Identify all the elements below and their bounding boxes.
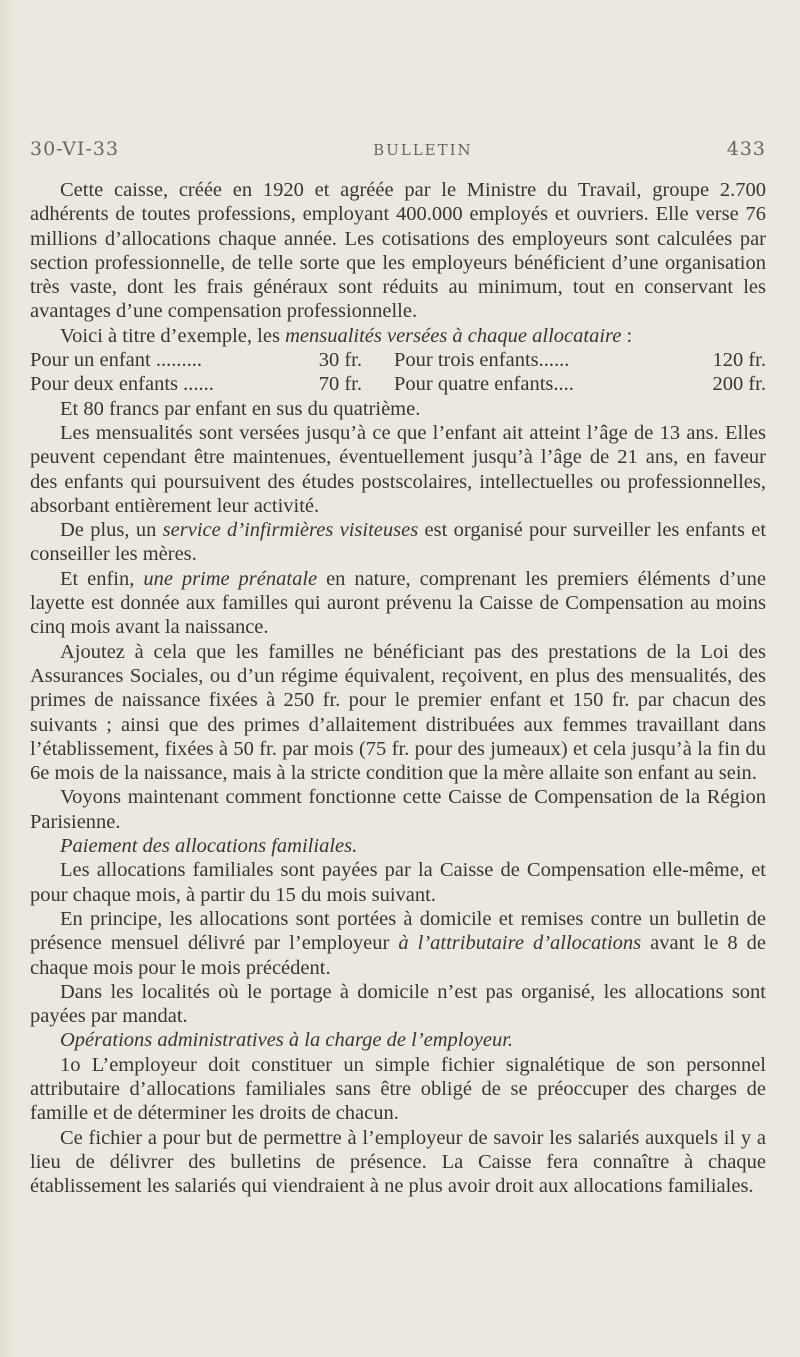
section-heading-operations: Opérations administratives à la charge de l’employeur.	[60, 1029, 514, 1052]
paragraph-4: Les mensualités sont versées jusqu’à ce que l’enfant ait atteint l’âge de 13 ans. Elles peuvent cependant être maintenues, éventuellement jusqu’à l’âge de 21 ans, en faveur des enfants qui poursuivent des études postscolaires, intellectuelles ou professionnelles, absorbant entièrement leur activité.	[30, 421, 766, 517]
header-title: BULLETIN	[373, 141, 473, 159]
paragraph-2	[30, 324, 766, 348]
paragraph-10-emphasis: à l’attributaire d’allocations	[398, 932, 642, 955]
rate-label: Pour un enfant .........	[30, 349, 202, 372]
paragraph-2-lead: Voici à titre d’exemple, les	[60, 324, 280, 347]
paragraph-2-tail: :	[621, 324, 633, 347]
paragraph-3: Et 80 francs par enfant en sus du quatrième.	[60, 397, 421, 420]
rate-value: 120 fr.	[712, 349, 766, 372]
paragraph-6-lead: Et enfin,	[60, 567, 135, 590]
paragraph-12: 1o L’employeur doit constituer un simple fichier signalétique de son personnel attributaire d’allocations familiales sans être obligé de se préoccuper des charges de famille et de déterminer les droits de chacun.	[30, 1053, 766, 1125]
paragraph-13: Ce fichier a pour but de permettre à l’employeur de savoir les salariés auxquels il y a lieu de délivrer des bulletins de présence. La Caisse fera connaître à chaque établissement les salariés qui viendraient à ne plus avoir droit aux allocations familiales.	[30, 1126, 766, 1198]
paragraph-5-lead: De plus, un	[60, 519, 157, 542]
rate-value: 200 fr.	[712, 373, 766, 396]
paragraph-10-lead: En principe, les allocations sont portées à domicile et remises contre un bulletin de présence mensuel délivré par l’employeur	[30, 907, 766, 955]
paragraph-5-tail: est organisé pour surveiller les enfants et conseiller les mères.	[30, 519, 767, 566]
rate-row-1	[30, 348, 766, 372]
page-number: 433	[726, 138, 766, 160]
paragraph-6-tail: en nature, comprenant les premiers éléments d’une layette est donnée aux familles qui auront prévenu la Caisse de Compensation au moins cinq mois avant la naissance.	[30, 567, 767, 639]
rate-label: Pour trois enfants......	[394, 349, 570, 372]
rate-value: 30 fr.	[318, 349, 362, 372]
paragraph-6-emphasis: une prime prénatale	[143, 567, 318, 590]
paragraph-5-emphasis: service d’infirmières visiteuses	[162, 519, 419, 542]
paragraph-8: Voyons maintenant comment fonctionne cette Caisse de Compensation de la Région Parisienne.	[30, 786, 766, 833]
section-heading-payment: Paiement des allocations familiales.	[60, 835, 358, 858]
paragraph-7: Ajoutez à cela que les familles ne bénéficiant pas des prestations de la Loi des Assurances Sociales, ou d’un régime équivalent, reçoivent, en plus des mensualités, des primes de naissance fixées à 250 fr. pour le premier enfant et 150 fr. par chacun des suivants ; ainsi que des primes d’allaitement distribuées aux femmes travaillant dans l’établissement, fixées à 50 fr. par mois (75 fr. pour des jumeaux) et cela jusqu’à la fin du 6e mois de la naissance, mais à la stricte condition que la mère allaite son enfant au sein.	[30, 640, 766, 785]
paragraph-1: Cette caisse, créée en 1920 et agréée par le Ministre du Travail, groupe 2.700 adhérents de toutes professions, employant 400.000 employés et ouvriers. Elle verse 76 millions d’allocations chaque année. Les cotisations des employeurs sont calculées par section professionnelle, de telle sorte que les employeurs bénéficient d’une organisation très vaste, dont les frais généraux sont réduits au minimum, tout en conservant les avantages d’une compensation professionnelle.	[30, 179, 766, 323]
header-date: 30-VI-33	[30, 138, 120, 160]
page-header	[30, 138, 766, 160]
paragraph-6	[30, 567, 766, 640]
rate-label: Pour quatre enfants....	[394, 373, 574, 396]
rate-label: Pour deux enfants ......	[30, 373, 214, 396]
paragraph-2-emphasis: mensualités versées à chaque allocataire	[285, 324, 622, 347]
paragraph-10-tail: avant le 8 de chaque mois pour le mois précédent.	[30, 932, 766, 979]
paragraph-10	[30, 907, 766, 980]
paragraph-5	[30, 518, 766, 567]
body-text	[30, 178, 766, 1198]
rate-row-2	[30, 372, 766, 396]
paragraph-9: Les allocations familiales sont payées par la Caisse de Compensation elle-même, et pour chaque mois, à partir du 15 du mois suivant.	[30, 859, 766, 906]
paragraph-11: Dans les localités où le portage à domicile n’est pas organisé, les allocations sont payées par mandat.	[30, 980, 766, 1028]
rate-value: 70 fr.	[318, 373, 362, 396]
